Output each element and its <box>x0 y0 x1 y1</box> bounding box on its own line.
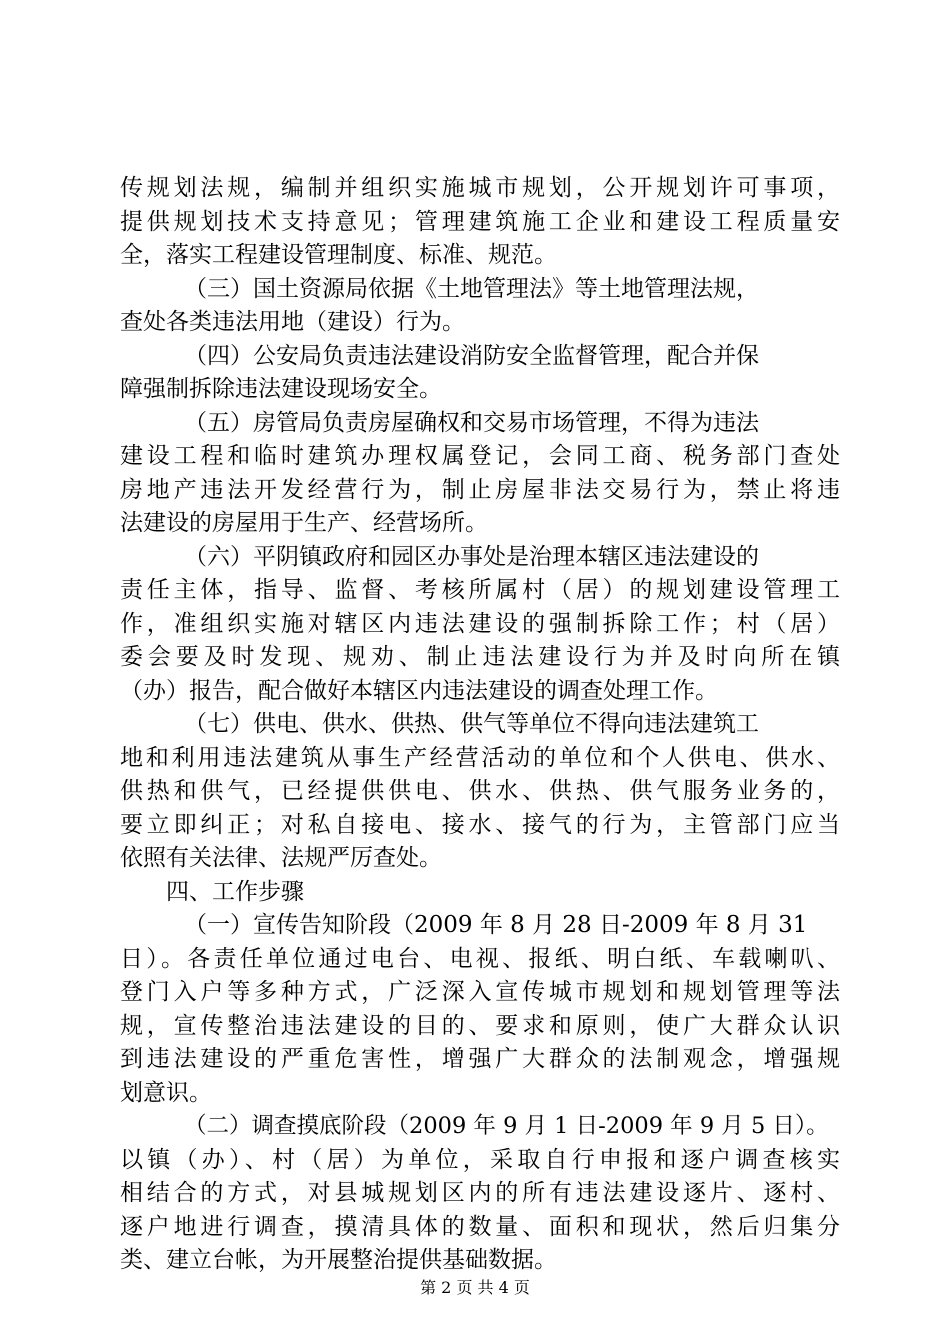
text-line: 障强制拆除违法建设现场安全。 <box>120 376 442 402</box>
text-line: 规，宣传整治违法建设的目的、要求和原则，使广大群众认识 <box>120 1012 840 1039</box>
text-line: 依照有关法律、法规严厉查处。 <box>120 845 442 871</box>
text-line: （一）宣传告知阶段（2009 年 8 月 28 日-2009 年 8 月 31 <box>184 912 808 938</box>
text-line: （六）平阴镇政府和园区办事处是治理本辖区违法建设的 <box>184 543 759 570</box>
page-footer: 第 2 页 共 4 页 <box>420 1278 530 1297</box>
text-line: 委会要及时发现、规劝、制止违法建设行为并及时向所在镇 <box>120 644 840 670</box>
text-line: 相结合的方式，对县城规划区内的所有违法建设逐片、逐村、 <box>120 1180 840 1206</box>
text-line: 要立即纠正；对私自接电、接水、接气的行为，主管部门应当 <box>120 811 840 838</box>
text-line: （四）公安局负责违法建设消防安全监督管理，配合并保 <box>184 342 759 369</box>
text-line: 提供规划技术支持意见；管理建筑施工企业和建设工程质量安 <box>120 208 840 235</box>
text-line: 四、工作步骤 <box>166 878 304 905</box>
text-line: （七）供电、供水、供热、供气等单位不得向违法建筑工 <box>184 711 759 737</box>
text-line: 查处各类违法用地（建设）行为。 <box>120 309 465 335</box>
text-line: 逐户地进行调查，摸清具体的数量、面积和现状，然后归集分 <box>120 1213 840 1240</box>
text-line: 全，落实工程建设管理制度、标准、规范。 <box>120 242 557 268</box>
text-line: 传规划法规，编制并组织实施城市规划，公开规划许可事项， <box>120 175 840 201</box>
text-line: 类、建立台帐，为开展整治提供基础数据。 <box>120 1247 557 1273</box>
text-line: 日）。各责任单位通过电台、电视、报纸、明白纸、车载喇叭、 <box>120 945 840 972</box>
text-line: 地和利用违法建筑从事生产经营活动的单位和个人供电、供水、 <box>120 744 840 771</box>
text-line: 作，准组织实施对辖区内违法建设的强制拆除工作；村（居） <box>120 610 840 637</box>
text-line: 登门入户等多种方式，广泛深入宣传城市规划和规划管理等法 <box>120 979 840 1005</box>
text-line: （五）房管局负责房屋确权和交易市场管理，不得为违法 <box>184 409 759 436</box>
text-line: （二）调查摸底阶段（2009 年 9 月 1 日-2009 年 9 月 5 日）。 <box>184 1113 829 1139</box>
document-body <box>120 172 840 1278</box>
text-line: （三）国土资源局依据《土地管理法》等土地管理法规， <box>184 275 759 302</box>
text-line: 责任主体，指导、监督、考核所属村（居）的规划建设管理工 <box>120 577 840 603</box>
text-line: 供热和供气，已经提供供电、供水、供热、供气服务业务的， <box>120 778 840 804</box>
text-line: 房地产违法开发经营行为，制止房屋非法交易行为，禁止将违 <box>120 476 840 503</box>
text-line: 以镇（办）、村（居）为单位，采取自行申报和逐户调查核实 <box>120 1146 840 1173</box>
text-line: 到违法建设的严重危害性，增强广大群众的法制观念，增强规 <box>120 1046 840 1072</box>
text-line: 建设工程和临时建筑办理权属登记，会同工商、税务部门查处 <box>120 443 840 469</box>
text-line: （办）报告，配合做好本辖区内违法建设的调查处理工作。 <box>120 677 718 704</box>
text-line: 法建设的房屋用于生产、经营场所。 <box>120 510 488 536</box>
text-line: 划意识。 <box>120 1079 212 1106</box>
